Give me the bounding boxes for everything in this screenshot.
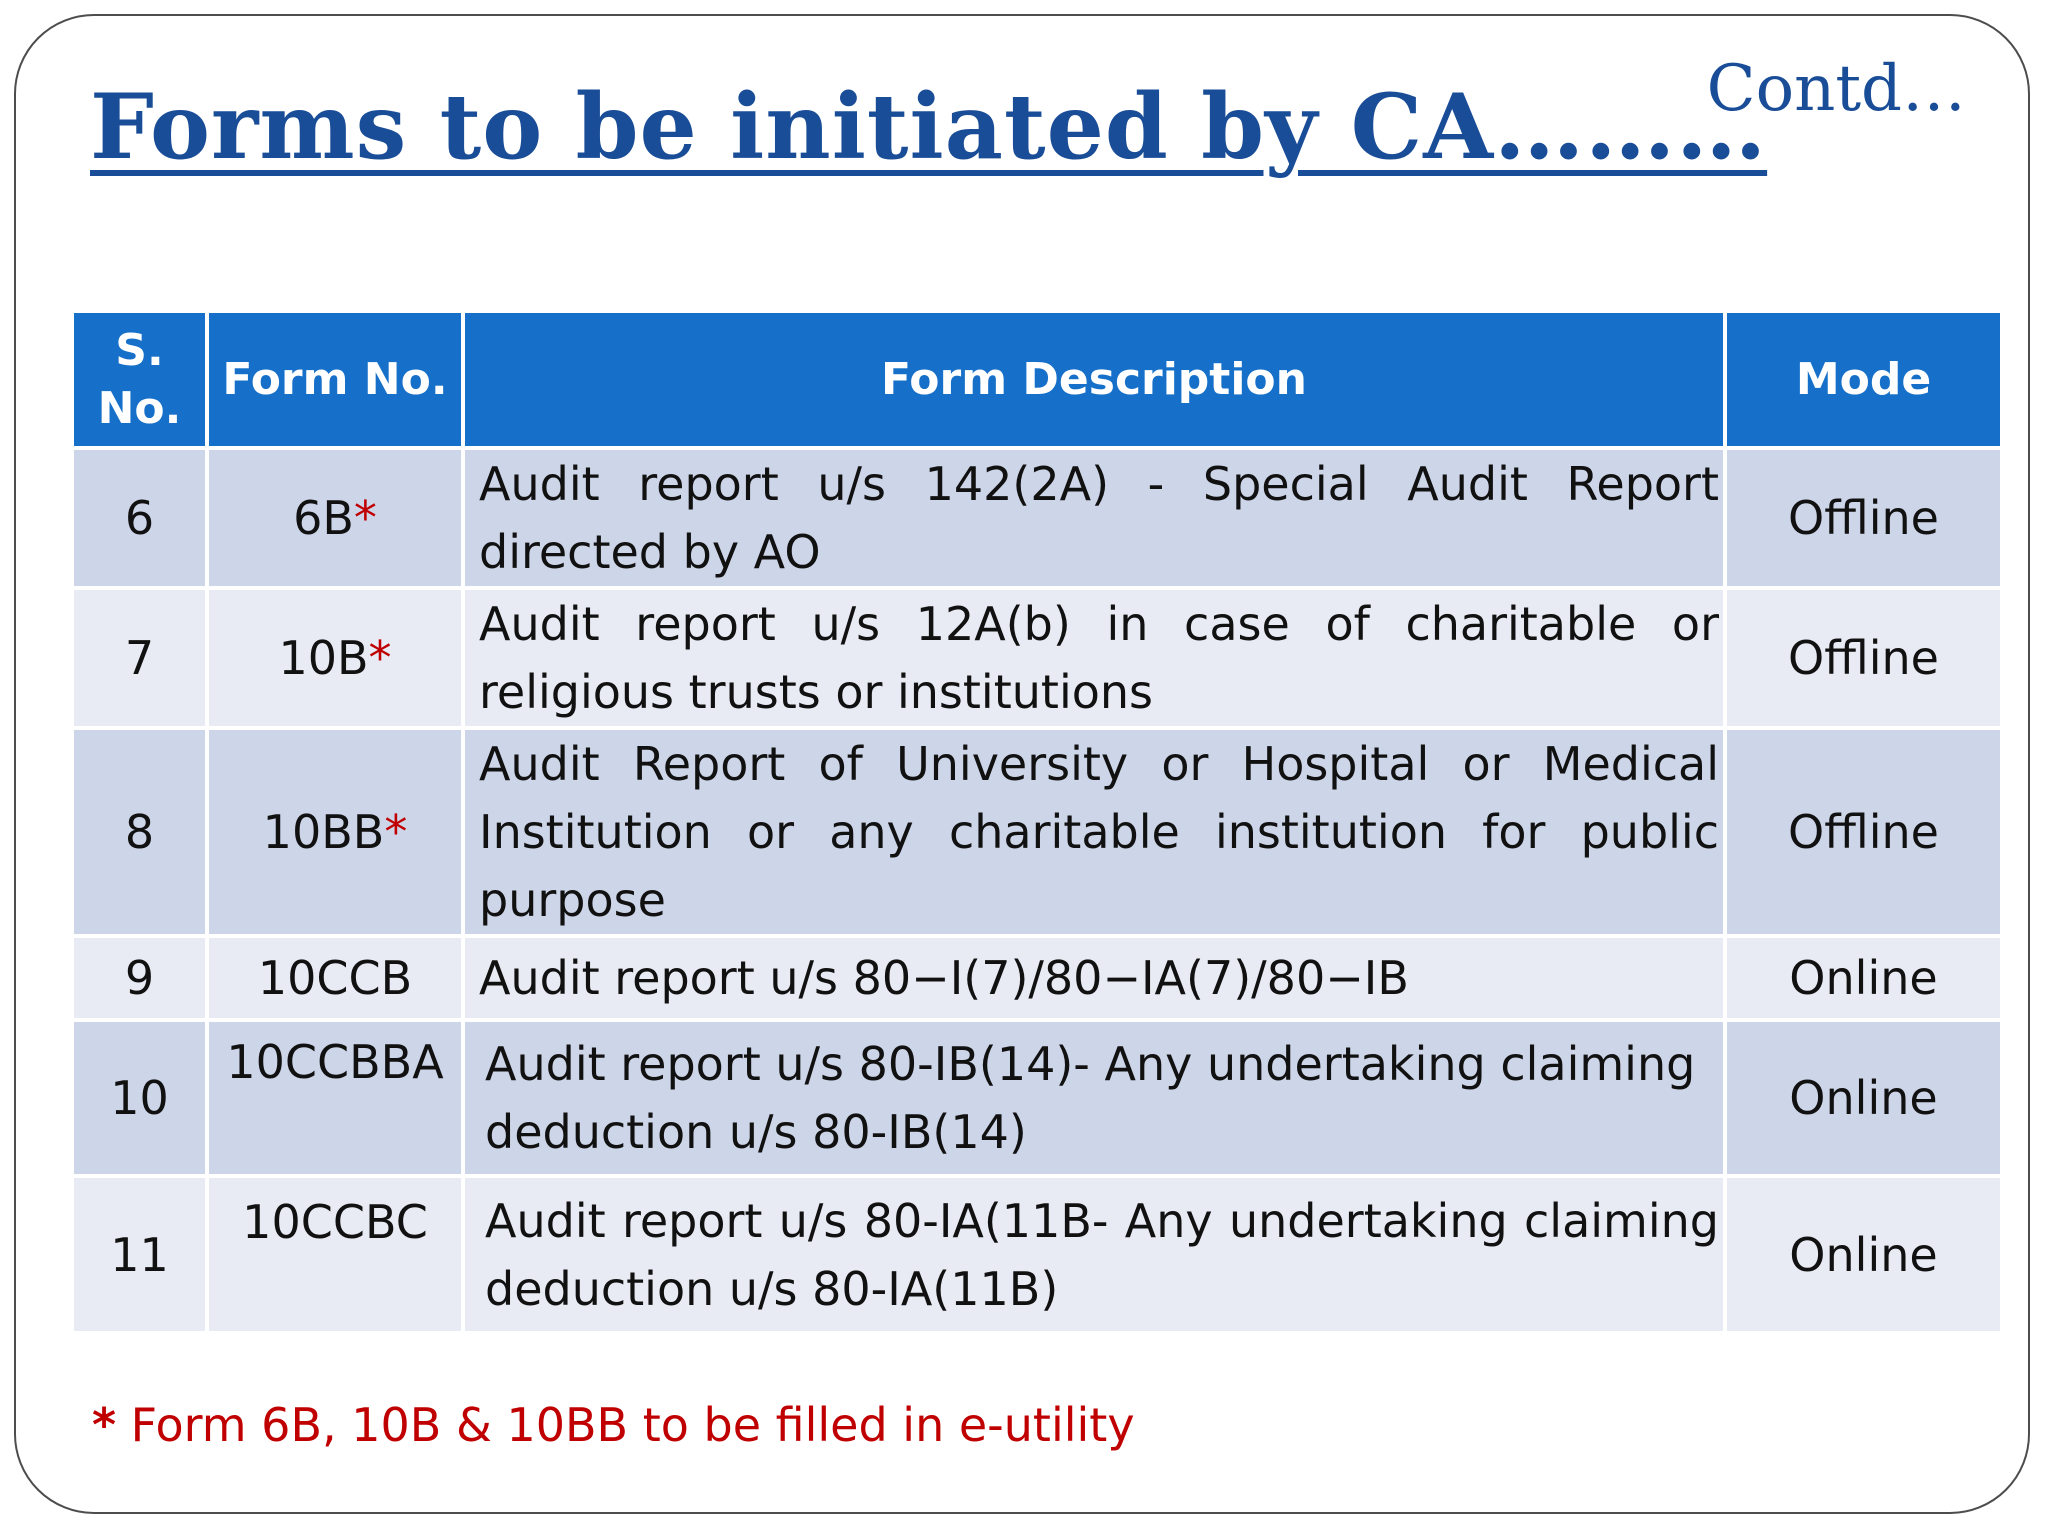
cell-description: Audit report u/s 80−I(7)/80−IA(7)/80−IB	[463, 936, 1725, 1020]
table-row	[72, 728, 2002, 936]
cell-form-no	[207, 448, 463, 588]
cell-description: Audit Report of University or Hospital or Medical Institution or any charitable institution for public purpose	[463, 728, 1725, 936]
form-number: 10CCB	[257, 951, 413, 1005]
cell-mode: Offline	[1725, 448, 2002, 588]
cell-sno: 8	[72, 728, 207, 936]
cell-mode: Offline	[1725, 728, 2002, 936]
cell-form-no	[207, 1176, 463, 1333]
cell-description: Audit report u/s 80-IB(14)- Any undertaking claiming deduction u/s 80-IB(14)	[463, 1020, 1725, 1176]
asterisk-mark: *	[384, 805, 408, 859]
cell-mode: Online	[1725, 1020, 2002, 1176]
footnote-text: Form 6B, 10B & 10BB to be filled in e-utility	[116, 1398, 1135, 1452]
cell-description: Audit report u/s 12A(b) in case of charitable or religious trusts or institutions	[463, 588, 1725, 728]
cell-description: Audit report u/s 80-IA(11B- Any undertaking claiming deduction u/s 80-IA(11B)	[463, 1176, 1725, 1333]
cell-form-no	[207, 1020, 463, 1176]
table-row	[72, 1020, 2002, 1176]
forms-table	[70, 309, 2004, 1335]
contd-label: Contd…	[1706, 52, 1966, 126]
form-number: 10CCBBA	[226, 1035, 444, 1089]
table-row	[72, 588, 2002, 728]
cell-form-no	[207, 728, 463, 936]
header-sno: S. No.	[72, 311, 207, 448]
cell-sno: 6	[72, 448, 207, 588]
cell-sno: 11	[72, 1176, 207, 1333]
table-header-row	[72, 311, 2002, 448]
footnote-asterisk: *	[92, 1398, 117, 1452]
form-number: 10CCBC	[242, 1195, 428, 1249]
cell-form-no	[207, 588, 463, 728]
asterisk-mark: *	[353, 491, 377, 545]
cell-form-no	[207, 936, 463, 1020]
cell-sno: 7	[72, 588, 207, 728]
cell-mode: Online	[1725, 936, 2002, 1020]
table-row	[72, 1176, 2002, 1333]
cell-description: Audit report u/s 142(2A) - Special Audit Report directed by AO	[463, 448, 1725, 588]
cell-mode: Online	[1725, 1176, 2002, 1333]
asterisk-mark: *	[368, 631, 392, 685]
form-number: 10BB	[262, 805, 385, 859]
footnote	[92, 1398, 1135, 1452]
table-row	[72, 936, 2002, 1020]
slide-title: Forms to be initiated by CA………	[90, 74, 1768, 180]
header-form-no: Form No.	[207, 311, 463, 448]
form-number: 6B	[293, 491, 354, 545]
table-row	[72, 448, 2002, 588]
cell-sno: 9	[72, 936, 207, 1020]
header-description: Form Description	[463, 311, 1725, 448]
form-number: 10B	[278, 631, 369, 685]
header-mode: Mode	[1725, 311, 2002, 448]
cell-mode: Offline	[1725, 588, 2002, 728]
cell-sno: 10	[72, 1020, 207, 1176]
